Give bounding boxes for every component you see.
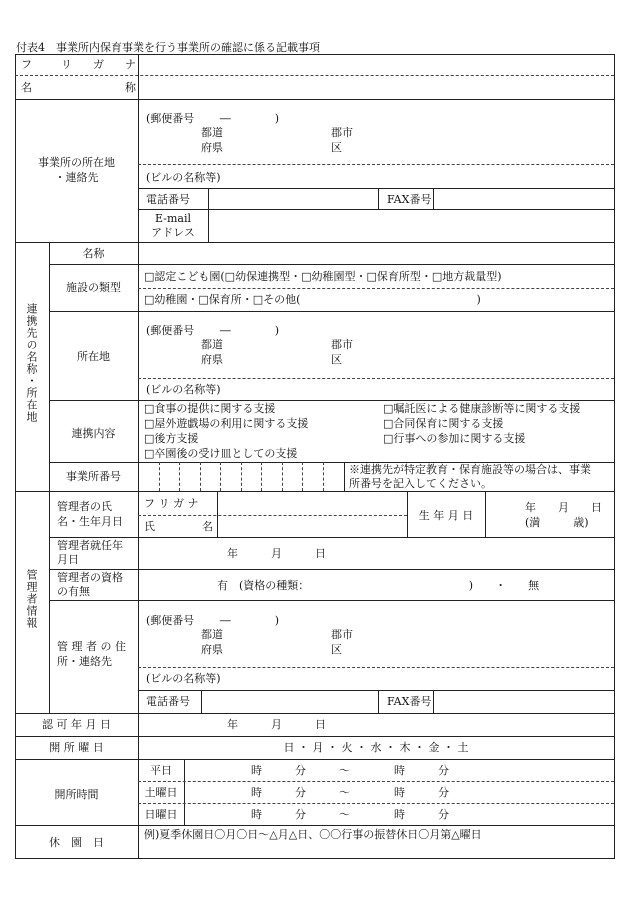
- age-value: (満 歳): [525, 516, 589, 529]
- hours-day: 日曜日: [144, 808, 178, 821]
- divider: [184, 759, 185, 825]
- border-top: [15, 54, 615, 55]
- approval-label: 認 可 年 月 日: [42, 718, 111, 731]
- hours-value: 時 分 ～ 時 分: [251, 764, 449, 777]
- divider: [138, 491, 139, 713]
- content-item: □嘱託医による健康診断等に関する支援: [383, 402, 581, 415]
- manager-address-label: 管 理 者 の 住: [57, 640, 126, 653]
- divider: [378, 690, 379, 713]
- digit-box-divider: [220, 462, 221, 491]
- office-building: (ビルの名称等): [146, 171, 221, 184]
- qualification-label: 管理者の資格: [57, 571, 123, 584]
- office-todofuken: 都道: [201, 126, 223, 139]
- manager-group-label: 管理者情報: [25, 569, 38, 629]
- facility-option: □認定こども園(□幼保連携型・□幼稚園型・□保育所型・□地方裁量型): [144, 270, 502, 283]
- dashed-divider: [138, 378, 614, 379]
- divider: [49, 242, 50, 491]
- approval-value: 年 月 日: [227, 718, 326, 731]
- manager-name-label: 管理者の氏: [57, 500, 112, 513]
- divider: [15, 99, 615, 100]
- qualification-label: の有無: [57, 585, 90, 598]
- hours-day: 平日: [150, 764, 172, 777]
- dashed-divider: [138, 803, 614, 804]
- content-item: □後方支援: [144, 432, 199, 445]
- holidays-label: 休 園 日: [49, 836, 104, 849]
- hours-label: 開所時間: [54, 788, 99, 801]
- digit-box-divider: [159, 462, 160, 491]
- divider: [15, 491, 615, 492]
- partner-postal: (郵便番号 ― ): [146, 324, 280, 337]
- divider: [15, 713, 615, 714]
- manager-building: (ビルの名称等): [146, 672, 221, 685]
- application-form: [15, 54, 615, 858]
- partner-building: (ビルの名称等): [146, 383, 221, 396]
- digit-box-divider: [323, 462, 324, 491]
- form-title: 付表4 事業所内保育事業を行う事業所の確認に係る記載事項: [16, 41, 320, 54]
- name-label-char: 称: [125, 81, 136, 94]
- office-email-label: E-mail: [155, 212, 191, 225]
- office-fax-label: FAX番号: [387, 193, 432, 206]
- divider: [433, 188, 434, 209]
- divider: [201, 690, 202, 713]
- digit-box-divider: [261, 462, 262, 491]
- birthdate-value: 年 月 日: [525, 501, 602, 514]
- office-number-note: 所番号を記入してください。: [349, 477, 492, 490]
- partner-location-label: 所在地: [77, 350, 110, 363]
- divider: [208, 188, 209, 242]
- hours-value: 時 分 ～ 時 分: [251, 808, 449, 821]
- birthdate-label: 生 年 月 日: [418, 509, 474, 522]
- office-label: 事業所の所在地: [38, 156, 115, 169]
- border-right: [614, 54, 615, 858]
- divider: [378, 188, 379, 209]
- furigana-char: ガ: [93, 58, 104, 71]
- office-gunshi: 区: [331, 141, 342, 154]
- content-label: 連携内容: [71, 427, 116, 440]
- partner-name-label: 名称: [82, 247, 105, 260]
- office-todofuken: 府県: [201, 141, 223, 154]
- divider: [138, 188, 615, 189]
- hours-day: 土曜日: [144, 786, 178, 799]
- divider: [49, 264, 615, 265]
- manager-address-label: 所・連絡先: [57, 655, 112, 668]
- manager-furigana-label: フ リ ガ ナ: [144, 497, 199, 510]
- border-bottom: [15, 858, 615, 859]
- partner-gunshi: 区: [331, 353, 342, 366]
- office-label: ・連絡先: [54, 171, 99, 184]
- appoint-label: 管理者就任年: [57, 539, 123, 552]
- office-number-note: ※連携先が特定教育・保育施設等の場合は、事業: [349, 463, 591, 476]
- office-email-label: アドレス: [151, 226, 195, 239]
- content-item: □屋外遊戯場の利用に関する支援: [144, 417, 309, 430]
- divider: [49, 537, 615, 538]
- manager-todofuken: 府県: [201, 643, 223, 656]
- furigana-char: フ: [21, 58, 32, 71]
- dashed-divider: [138, 667, 614, 668]
- divider: [15, 736, 615, 737]
- digit-box-divider: [179, 462, 180, 491]
- manager-fax-label: FAX番号: [387, 695, 432, 708]
- office-number-label: 事業所番号: [66, 470, 121, 483]
- divider: [217, 491, 218, 537]
- dashed-divider: [138, 515, 407, 516]
- hours-value: 時 分 ～ 時 分: [251, 786, 449, 799]
- divider: [49, 311, 615, 312]
- partner-gunshi: 郡市: [331, 338, 353, 351]
- content-item: □卒園後の受け皿としての支援: [144, 447, 298, 460]
- open-days-label: 開 所 曜 日: [49, 741, 104, 754]
- divider: [485, 491, 486, 537]
- furigana-char: リ: [61, 58, 72, 71]
- digit-box-divider: [241, 462, 242, 491]
- content-item: □行事への参加に関する支援: [383, 432, 526, 445]
- partner-group-label: 連携先の名称・所在地: [25, 303, 38, 423]
- divider: [138, 242, 139, 491]
- dashed-divider: [138, 164, 614, 165]
- divider: [433, 690, 434, 713]
- dashed-divider: [138, 288, 614, 289]
- open-days-value: 日 ・ 月 ・ 火 ・ 水 ・ 木 ・ 金 ・ 土: [283, 741, 469, 754]
- divider: [138, 690, 615, 691]
- partner-todofuken: 都道: [201, 338, 223, 351]
- content-item: □食事の提供に関する支援: [144, 402, 276, 415]
- divider: [49, 491, 50, 713]
- manager-name-label: 名・生年月日: [57, 515, 123, 528]
- divider: [15, 825, 615, 826]
- name-label-char: 名: [21, 81, 32, 94]
- office-gunshi: 郡市: [331, 126, 353, 139]
- divider: [49, 400, 615, 401]
- content-item: □合同保育に関する支援: [383, 417, 504, 430]
- furigana-char: ナ: [125, 58, 136, 71]
- manager-shimei-label: 名: [202, 520, 213, 533]
- manager-gunshi: 区: [331, 643, 342, 656]
- divider: [49, 600, 615, 601]
- manager-todofuken: 都道: [201, 628, 223, 641]
- divider: [138, 209, 615, 210]
- facility-type-label: 施設の類型: [66, 281, 121, 294]
- office-phone-label: 電話番号: [146, 193, 190, 206]
- appoint-value: 年 月 日: [227, 547, 326, 560]
- partner-todofuken: 府県: [201, 353, 223, 366]
- office-postal: (郵便番号 ― ): [146, 112, 280, 125]
- dashed-divider: [15, 75, 614, 76]
- dashed-divider: [138, 781, 614, 782]
- digit-box-divider: [302, 462, 303, 491]
- divider: [15, 242, 615, 243]
- holidays-value: 例)夏季休園日〇月〇日～△月△日、〇〇行事の振替休日〇月第△曜日: [144, 828, 482, 841]
- divider: [344, 462, 345, 491]
- qualification-value: 有 (資格の種類： ) ・ 無: [217, 579, 540, 592]
- divider: [15, 759, 615, 760]
- divider: [49, 569, 615, 570]
- digit-box-divider: [282, 462, 283, 491]
- manager-postal: (郵便番号 ― ): [146, 614, 280, 627]
- manager-gunshi: 郡市: [331, 628, 353, 641]
- appoint-label: 月日: [57, 553, 79, 566]
- manager-phone-label: 電話番号: [146, 695, 190, 708]
- manager-shimei-label: 氏: [144, 520, 155, 533]
- digit-box-divider: [200, 462, 201, 491]
- facility-option: □幼稚園・□保育所・□その他( ): [144, 293, 481, 306]
